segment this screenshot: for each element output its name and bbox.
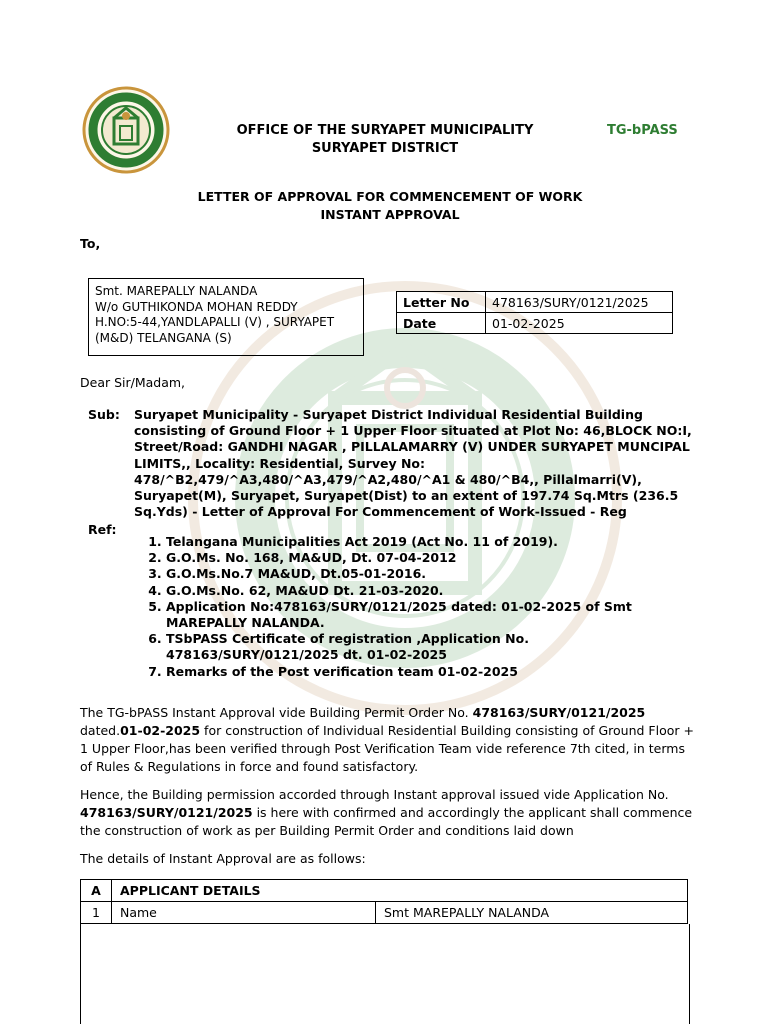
address-line: W/o GUTHIKONDA MOHAN REDDY [95, 299, 298, 314]
address-line: (M&D) TELANGANA (S) [95, 330, 232, 345]
date-label: Date [397, 313, 486, 334]
office-name: OFFICE OF THE SURYAPET MUNICIPALITY [236, 123, 534, 138]
date-row [397, 313, 673, 334]
row-field: Name [112, 902, 376, 924]
subject-text: Suryapet Municipality - Suryapet District Individual Residential Building consisting of Ground Floor + 1 Upper Floor situated at Plot No: 46,BLOCK NO:I, Street/Road: GANDHI NAGAR , PILLALAMARRY (V) UNDER SURYAPET MUNCIPAL LIMITS,, Locality: Residential, Survey No: 478/^B2,479/^A3,480/^A3,479/^A2,480/^A1 & 480/^B4,, Pillalmarri(V), Suryapet(M), Suryapet, Suryapet(Dist) to an extent of 197.74 Sq.Mtrs (236.5 Sq.Yds) - Letter of Approval For Commencement of Work-Issued - Reg [134, 407, 692, 520]
reference-item: 6. TSbPASS Certificate of registration ,Application No. 478163/SURY/0121/2025 dt. 01-02-2025 [166, 631, 686, 663]
permit-order-no: 478163/SURY/0121/2025 [472, 705, 646, 720]
date-value: 01-02-2025 [486, 313, 673, 334]
reference-item: 1. Telangana Municipalities Act 2019 (Act No. 11 of 2019). [166, 534, 686, 550]
recipient-address-box [88, 278, 364, 356]
para-text: is here with confirmed and accordingly the applicant shall commence the construction of work as per Building Permit Order and conditions laid down [80, 805, 693, 838]
address-line: Smt. MAREPALLY NALANDA [95, 284, 258, 298]
reference-item: 3. G.O.Ms.No.7 MA&UD, Dt.05-01-2016. [166, 566, 686, 582]
application-no: 478163/SURY/0121/2025 [80, 805, 253, 820]
reference-item: 7. Remarks of the Post verification team 01-02-2025 [166, 664, 686, 680]
office-district: SURYAPET DISTRICT [311, 141, 459, 156]
row-number: 1 [81, 902, 112, 924]
applicant-details-table [80, 879, 688, 924]
para-text: dated. [80, 723, 121, 738]
letter-meta-table [396, 291, 673, 334]
para-text: Hence, the Building permission accorded through Instant approval issued vide Application No. [80, 787, 669, 802]
letter-title-line1: LETTER OF APPROVAL FOR COMMENCEMENT OF WORK [197, 189, 583, 204]
tg-bpass-brand: TG-bPASS [607, 123, 678, 138]
letter-no-label: Letter No [397, 292, 486, 313]
section-title: APPLICANT DETAILS [112, 880, 688, 902]
letter-no-row [397, 292, 673, 313]
government-of-telangana-seal-icon [80, 86, 172, 174]
verification-paragraph [80, 704, 695, 776]
greeting: Dear Sir/Madam, [80, 375, 186, 390]
row-value: Smt MAREPALLY NALANDA [376, 902, 688, 924]
details-intro: The details of Instant Approval are as follows: [80, 851, 366, 866]
reference-item: 2. G.O.Ms. No. 168, MA&UD, Dt. 07-04-2012 [166, 550, 686, 566]
permit-order-date: 01-02-2025 [120, 723, 201, 738]
reference-list [134, 534, 686, 680]
letter-no-value: 478163/SURY/0121/2025 [486, 292, 673, 313]
table-row [81, 902, 688, 924]
reference-item: 4. G.O.Ms.No. 62, MA&UD Dt. 21-03-2020. [166, 583, 686, 599]
reference-label: Ref: [88, 522, 117, 537]
section-code: A [81, 880, 112, 902]
subject-label: Sub: [88, 407, 120, 422]
office-heading [195, 122, 575, 158]
to-label: To, [80, 236, 101, 251]
para-text: The TG-bPASS Instant Approval vide Building Permit Order No. [80, 705, 473, 720]
address-line: H.NO:5-44,YANDLAPALLI (V) , SURYAPET [95, 315, 335, 329]
letter-title-line2: INSTANT APPROVAL [320, 207, 460, 222]
reference-item: 5. Application No:478163/SURY/0121/2025 dated: 01-02-2025 of Smt MAREPALLY NALANDA. [166, 599, 686, 631]
table-continuation [80, 924, 690, 1024]
para-text: for construction of Individual Residential Building consisting of Ground Floor + 1 Upper Floor,has been verified through Post Verification Team vide reference 7th cited, in terms of Rules & Regulations in force and found satisfactory. [80, 723, 694, 774]
section-header-row [81, 880, 688, 902]
letter-title [130, 188, 650, 224]
confirmation-paragraph [80, 786, 695, 840]
